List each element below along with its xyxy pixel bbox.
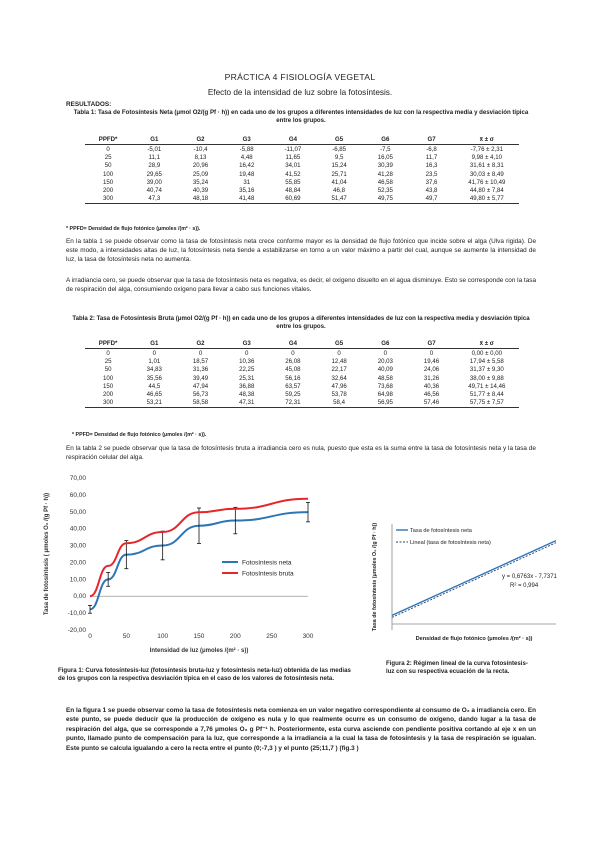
- table1-header-cell: G5: [316, 134, 362, 145]
- table2-cell: 100: [103, 374, 114, 382]
- table2-cell: 49,71 ± 14,46: [468, 382, 506, 390]
- table1-cell: 34,01: [285, 162, 301, 170]
- x-tick-label: 300: [302, 633, 314, 640]
- table1-header-cell: G1: [131, 134, 177, 145]
- table2-cell: 20,03: [377, 357, 393, 365]
- results-label: RESULTADOS:: [66, 101, 112, 108]
- table1-cell: -6,8: [426, 145, 437, 153]
- paragraph-3: En la tabla 2 se puede observar que la tasa de fotosíntesis bruta a irradiancia cero es nula, puesto que esta es la suma entre la tasa de fotosíntesis neta y la tasa de respiración celular del alga.: [66, 445, 536, 461]
- table2-header-cell: G1: [131, 338, 177, 349]
- table1-cell: 35,16: [239, 187, 255, 195]
- table1-cell: 9,5: [334, 153, 344, 161]
- table1-cell: 46,8: [333, 187, 346, 195]
- table2-cell: 31,36: [192, 366, 209, 374]
- table1-cell: 50: [104, 162, 112, 170]
- table2-header-cell: G7: [408, 338, 454, 349]
- table1-cell: 15,24: [331, 162, 347, 170]
- x-tick-label: 0: [88, 633, 92, 640]
- table2-cell: 25: [104, 357, 112, 365]
- table2-row: [85, 357, 519, 365]
- table2-cell: 0: [198, 349, 203, 357]
- table1-cell: 31: [243, 178, 251, 186]
- table1-cell: 51,47: [316, 195, 362, 204]
- table2-cell: 31,26: [423, 374, 440, 382]
- table2-cell: 45,08: [285, 366, 301, 374]
- table2-cell: 24,06: [423, 366, 440, 374]
- table1-header-cell: PPFD*: [85, 134, 131, 145]
- table2-cell: 39,49: [192, 374, 209, 382]
- figure1-chart: [40, 470, 330, 665]
- table1-cell: 28,9: [148, 162, 161, 170]
- table1-cell: 48,84: [285, 187, 301, 195]
- table1-header-cell: G3: [224, 134, 270, 145]
- table1-cell: 300: [85, 195, 131, 204]
- figure2-caption: Figura 2: Régimen lineal de la curva fotosíntesis-luz con su respectiva ecuación de la recta.: [386, 660, 528, 676]
- table2-caption: Tabla 2: Tasa de Fotosíntesis Bruta (μmol O2/(g Pf · h)) en cada uno de los grupos a diferentes intensidades de luz con la respectiva media y desviación típica entre los grupos.: [72, 315, 530, 331]
- table2-header-cell: PPFD*: [85, 338, 131, 349]
- table2-cell: 0: [383, 349, 388, 357]
- table1-cell: 100: [103, 170, 114, 178]
- x-axis-label: Intensidad de luz (μmoles /(m² · s)): [149, 648, 249, 654]
- table1-cell: 44,80 ± 7,84: [469, 187, 504, 195]
- table1-cell: 30,39: [377, 162, 393, 170]
- table1-cell: 40,39: [192, 187, 209, 195]
- x-tick-label: 250: [266, 633, 278, 640]
- table1-cell: 19,48: [239, 170, 255, 178]
- legend-label: Lineal (tasa de fotosíntesis neta): [410, 540, 491, 546]
- y-tick-label: 40,00: [69, 525, 86, 533]
- table1-cell: 41,52: [285, 170, 301, 178]
- table1-cell: 49,75: [362, 195, 408, 204]
- table2-cell: 46,56: [423, 391, 440, 399]
- table2-cell: 34,83: [146, 366, 162, 374]
- table2-cell: 31,37 ± 9,30: [469, 366, 504, 374]
- table2-cell: 73,68: [377, 382, 393, 390]
- x-tick-label: 50: [122, 633, 130, 640]
- table2-cell: 48,58: [377, 374, 393, 382]
- table1-cell: 52,35: [377, 187, 393, 195]
- y-tick-label: 30,00: [69, 542, 86, 550]
- table2-row: [85, 366, 519, 374]
- table2-row: [85, 374, 519, 382]
- table2-cell: 40,09: [377, 366, 393, 374]
- y-axis-label: Tasa de fotosíntesis (μmoles O₂ /(g Pf · h)): [372, 522, 378, 632]
- table2-header-cell: G3: [224, 338, 270, 349]
- x-tick-label: 200: [229, 633, 241, 640]
- table1-cell: 0: [106, 145, 110, 153]
- table1-cell: 35,24: [192, 178, 209, 186]
- table1-cell: 23,5: [425, 170, 438, 178]
- table1-cell: 31,61 ± 8,31: [469, 162, 504, 170]
- table2-cell: 50: [104, 366, 112, 374]
- table2-cell: 56,73: [192, 391, 209, 399]
- table2-cell: 0: [152, 349, 156, 357]
- table2-cell: 48,38: [239, 391, 255, 399]
- table1-row: [85, 170, 519, 178]
- table2-row: [85, 382, 519, 390]
- table2-cell: 300: [85, 399, 131, 408]
- x-tick-label: 100: [157, 633, 169, 640]
- table2-cell: 25,31: [239, 374, 255, 382]
- table1-cell: -5,01: [147, 145, 162, 153]
- table2-cell: 38,00 ± 9,88: [469, 374, 504, 382]
- table2-cell: 57,75 ± 7,57: [455, 399, 519, 408]
- table2-cell: 63,57: [285, 382, 301, 390]
- table2-cell: 58,4: [316, 399, 362, 408]
- table1-row: [85, 162, 519, 170]
- table2-cell: 10,36: [239, 357, 255, 365]
- table2-cell: 0: [106, 349, 110, 357]
- table2-cell: 17,94 ± 5,58: [469, 357, 504, 365]
- table1-cell: 16,3: [425, 162, 438, 170]
- table1-cell: 41,28: [377, 170, 393, 178]
- table1-cell: -7,5: [380, 145, 391, 153]
- table2-cell: 57,46: [408, 399, 454, 408]
- table2-row: [85, 349, 519, 358]
- table1-footnote: * PPFD= Densidad de flujo fotónico (μmoles /(m² · s)).: [66, 226, 201, 232]
- table1-cell: 60,69: [270, 195, 316, 204]
- table2-cell: 64,98: [377, 391, 393, 399]
- table1-header-cell: G4: [270, 134, 316, 145]
- table1-cell: -7,76 ± 2,31: [470, 145, 504, 153]
- table2-header-cell: x̄ ± σ: [455, 338, 519, 349]
- paragraph-1: En la tabla 1 se puede observar como la tasa de fotosíntesis neta crece conforme mayor es la densidad de flujo fotónico que incide sobre el alga (Ulva rigida). De este modo, a intensidades altas de luz, la fotosíntesis neta tiende a estabilizarse en torno a un valor máximo a partir del cual, aunque se aumente la intensidad de luz, la tasa de fotosíntesis neta no aumenta.: [66, 238, 536, 263]
- table1-cell: 41,76 ± 10,49: [468, 178, 506, 186]
- trend-line: [392, 543, 556, 618]
- table1-row: [85, 195, 519, 204]
- table2-cell: 58,58: [177, 399, 223, 408]
- table2-footnote: * PPFD= Densidad de flujo fotónico (μmoles /(m² · s)).: [72, 432, 207, 438]
- table2-cell: 0: [245, 349, 249, 357]
- table2-cell: 56,16: [285, 374, 301, 382]
- table1-caption: Tabla 1: Tasa de Fotosíntesis Neta (μmol O2/(g Pf · h)) en cada uno de los grupos a diferentes intensidades de luz con la respectiva media y desviación típica entre los grupos.: [73, 109, 529, 125]
- table1-header-cell: G7: [408, 134, 454, 145]
- paragraph-4: En la figura 1 se puede observar como la tasa de fotosíntesis neta comienza en un valor negativo correspondiente al consumo de O₂ a irradiancia cero. En este punto, se puede deducir que la producción de oxígeno es nula y lo que realmente ocurre es un consumo de oxígeno, dando lugar a la tasa de respiración del alga, que se corresponde a 7,76 μmoles O₂ g Pf⁻¹ h. Posteriormente, esta curva asciende con pendiente positiva cortando al eje x en un punto, llamado punto de compensación para la luz, que corresponde a la irradiancia a la cual la tasa de fotosíntesis y la tasa de respiración se igualan. Este punto se calcula igualando a cero la recta entre el punto (0;-7,3 ) y el punto (25;11,7 ) (fig.3 ): [66, 707, 536, 752]
- table2-cell: 200: [103, 391, 114, 399]
- y-tick-label: 70,00: [69, 475, 86, 482]
- table1-cell: 48,18: [177, 195, 223, 204]
- table1: [85, 134, 519, 204]
- table1-cell: 41,48: [224, 195, 270, 204]
- table1-cell: 46,58: [377, 178, 393, 186]
- table2-cell: 19,46: [423, 357, 440, 365]
- y-tick-label: -20,00: [67, 627, 86, 634]
- table2-cell: 47,96: [331, 382, 347, 390]
- table1-cell: 40,74: [146, 187, 162, 195]
- table1-cell: 49,7: [408, 195, 454, 204]
- table2-header-cell: G6: [362, 338, 408, 349]
- table2-cell: 0: [337, 349, 341, 357]
- table1-cell: -10,4: [193, 145, 208, 153]
- table1-cell: 55,85: [285, 178, 301, 186]
- y-tick-label: -10,00: [67, 610, 86, 618]
- table2-cell: 22,25: [239, 366, 255, 374]
- table2-cell: 46,65: [146, 391, 162, 399]
- table2-header-cell: G5: [316, 338, 362, 349]
- table1-row: [85, 186, 519, 194]
- table1-cell: 37,6: [425, 178, 438, 186]
- table2-cell: 47,94: [192, 382, 209, 390]
- table2-cell: 53,21: [131, 399, 177, 408]
- table1-cell: 25,09: [192, 170, 209, 178]
- table1-cell: 41,04: [331, 178, 347, 186]
- legend-label: Tasa de fotosíntesis neta: [410, 528, 472, 534]
- legend-label: Fotosíntesis neta: [242, 559, 292, 567]
- y-tick-label: 10,00: [69, 576, 86, 584]
- page-title: PRÁCTICA 4 FISIOLOGÍA VEGETAL: [224, 72, 376, 82]
- table2-cell: 56,95: [362, 399, 408, 408]
- table1-cell: 16,42: [239, 162, 255, 170]
- table2: [85, 338, 519, 408]
- table2-cell: 59,25: [285, 391, 301, 399]
- table2-cell: 1,01: [148, 357, 161, 365]
- table1-row: [85, 153, 519, 161]
- table1-cell: 20,96: [192, 162, 209, 170]
- table1-cell: 30,03 ± 8,49: [469, 170, 504, 178]
- table1-header-cell: x̄ ± σ: [455, 134, 519, 145]
- table2-cell: 22,17: [331, 366, 347, 374]
- table2-cell: 51,77 ± 8,44: [469, 391, 504, 399]
- table1-cell: 9,98 ± 4,10: [471, 153, 503, 161]
- y-tick-label: 50,00: [69, 508, 86, 516]
- table1-header-cell: G2: [177, 134, 223, 145]
- table2-cell: 0: [291, 349, 295, 357]
- table1-cell: 39,00: [146, 178, 162, 186]
- table2-cell: 26,08: [285, 357, 301, 365]
- table1-cell: 25,71: [331, 170, 347, 178]
- x-axis-label: Densidad de flujo fotónico (μmoles /(m² · s)): [415, 636, 533, 642]
- table1-cell: 43,8: [425, 187, 438, 195]
- table1-cell: 150: [103, 178, 114, 186]
- table2-cell: 0,00 ± 0,00: [471, 349, 503, 357]
- table2-header-cell: G2: [177, 338, 223, 349]
- table1-row: [85, 178, 519, 186]
- table1-cell: 11,7: [425, 153, 438, 161]
- table2-cell: 53,78: [331, 391, 347, 399]
- table1-cell: -11,07: [284, 145, 302, 153]
- figure2-chart: [364, 518, 564, 648]
- table1-header-cell: G6: [362, 134, 408, 145]
- r2-label: R² = 0,994: [510, 583, 539, 589]
- table1-cell: 16,05: [377, 153, 393, 161]
- table2-cell: 44,5: [148, 382, 161, 390]
- figure1-caption: Figura 1: Curva fotosíntesis-luz (fotosíntesis bruta-luz y fotosíntesis neta-luz) obtenida de las medias de los grupos con la respectiva desviación típica en el caso de los valores de fotosíntesis neta.: [58, 667, 351, 683]
- table2-cell: 32,64: [331, 374, 347, 382]
- table2-header-cell: G4: [270, 338, 316, 349]
- table2-cell: 72,31: [270, 399, 316, 408]
- table1-cell: 200: [103, 187, 114, 195]
- table2-row: [85, 390, 519, 398]
- table1-cell: -5,88: [239, 145, 254, 153]
- table1-cell: -6,85: [332, 145, 347, 153]
- paragraph-2: A irradiancia cero, se puede observar que la tasa de fotosíntesis neta es negativa, es decir, el oxígeno disuelto en el agua disminuye. Esto se corresponde con la tasa de respiración del alga, consumiendo oxígeno para llevar a cabo sus funciones vitales.: [66, 277, 537, 293]
- table1-cell: 11,65: [285, 153, 301, 161]
- table2-cell: 36,88: [239, 382, 255, 390]
- x-tick-label: 150: [193, 633, 205, 640]
- table1-cell: 29,65: [146, 170, 162, 178]
- y-tick-label: 60,00: [69, 491, 86, 499]
- y-axis-label: Tasa de fotosíntesis ( μmoles O₂ /(g Pf · h)): [44, 492, 50, 616]
- table2-cell: 18,57: [192, 357, 209, 365]
- table2-cell: 40,36: [423, 382, 440, 390]
- table2-row: [85, 399, 519, 408]
- y-tick-label: 20,00: [69, 559, 86, 567]
- page-subtitle: Efecto de la intensidad de luz sobre la fotosíntesis.: [207, 88, 393, 97]
- table1-cell: 11,1: [148, 153, 161, 161]
- equation-label: y = 0,6763x - 7,7371: [502, 574, 557, 580]
- table2-cell: 12,48: [331, 357, 347, 365]
- table2-cell: 47,31: [224, 399, 270, 408]
- table1-cell: 8,13: [194, 153, 207, 161]
- table1-cell: 4,48: [240, 153, 253, 161]
- table1-cell: 25: [104, 153, 112, 161]
- table1-cell: 47,3: [131, 195, 177, 204]
- table2-cell: 150: [103, 382, 114, 390]
- table2-cell: 0: [429, 349, 434, 357]
- table1-cell: 49,80 ± 5,77: [455, 195, 519, 204]
- table1-row: [85, 145, 519, 154]
- legend-label: Fotosíntesis bruta: [242, 570, 294, 578]
- y-tick-label: 0,00: [73, 593, 86, 601]
- table2-cell: 35,56: [146, 374, 162, 382]
